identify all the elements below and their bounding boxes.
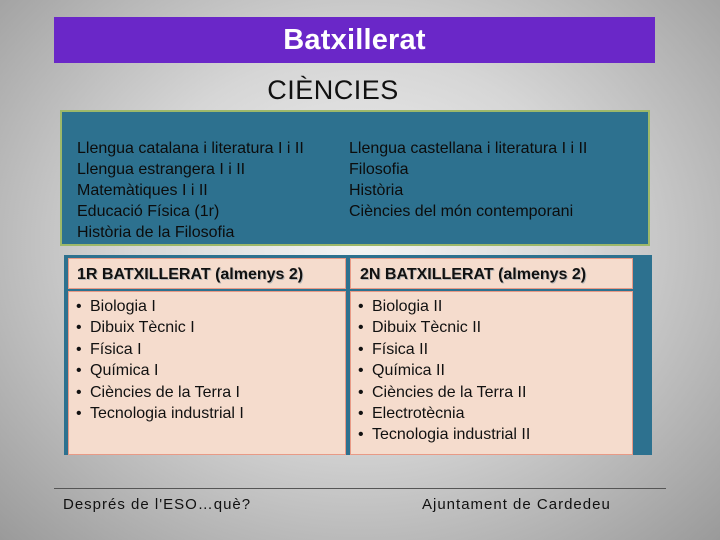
common-subjects-left bbox=[77, 138, 304, 243]
list-item: • Física II bbox=[358, 339, 530, 360]
table-header-1r bbox=[68, 258, 346, 289]
common-subject: Matemàtiques I i II bbox=[77, 182, 208, 199]
list-item: • Biologia I bbox=[76, 296, 244, 317]
list-item: • Química I bbox=[76, 360, 244, 381]
list-1r bbox=[76, 296, 244, 424]
common-subject: Llengua catalana i literatura I i II bbox=[77, 140, 304, 157]
footer-left-text: Després de l'ESO…què? bbox=[63, 496, 252, 513]
list-item: • Dibuix Tècnic II bbox=[358, 317, 530, 338]
slide-subtitle: CIÈNCIES bbox=[267, 75, 399, 105]
table-header-2n-label: 2N BATXILLERAT (almenys 2) bbox=[360, 266, 587, 283]
common-subject: Filosofia bbox=[349, 161, 409, 178]
list-item: • Tecnologia industrial II bbox=[358, 424, 530, 445]
common-subject: Ciències del món contemporani bbox=[349, 203, 574, 220]
list-item: • Química II bbox=[358, 360, 530, 381]
table-header-1r-label: 1R BATXILLERAT (almenys 2) bbox=[77, 266, 304, 283]
table-cell-1r bbox=[68, 291, 346, 455]
common-subject: Educació Física (1r) bbox=[77, 203, 220, 220]
list-item: • Tecnologia industrial I bbox=[76, 403, 244, 424]
common-subject: Història bbox=[349, 182, 404, 199]
table-header-2n bbox=[350, 258, 633, 289]
common-subject: Història de la Filosofia bbox=[77, 224, 235, 241]
common-subject: Llengua estrangera I i II bbox=[77, 161, 246, 178]
table-cell-2n bbox=[350, 291, 633, 455]
list-item: • Ciències de la Terra I bbox=[76, 382, 244, 403]
list-item: • Física I bbox=[76, 339, 244, 360]
common-subject: Llengua castellana i literatura I i II bbox=[349, 140, 588, 157]
footer-divider bbox=[54, 488, 666, 489]
slide-title: Batxillerat bbox=[54, 17, 655, 63]
list-item: • Ciències de la Terra II bbox=[358, 382, 530, 403]
list-2n bbox=[358, 296, 530, 446]
list-item: • Biologia II bbox=[358, 296, 530, 317]
list-item: • Dibuix Tècnic I bbox=[76, 317, 244, 338]
footer-right-text: Ajuntament de Cardedeu bbox=[422, 496, 611, 513]
list-item: • Electrotècnia bbox=[358, 403, 530, 424]
common-subjects-right bbox=[349, 138, 587, 222]
